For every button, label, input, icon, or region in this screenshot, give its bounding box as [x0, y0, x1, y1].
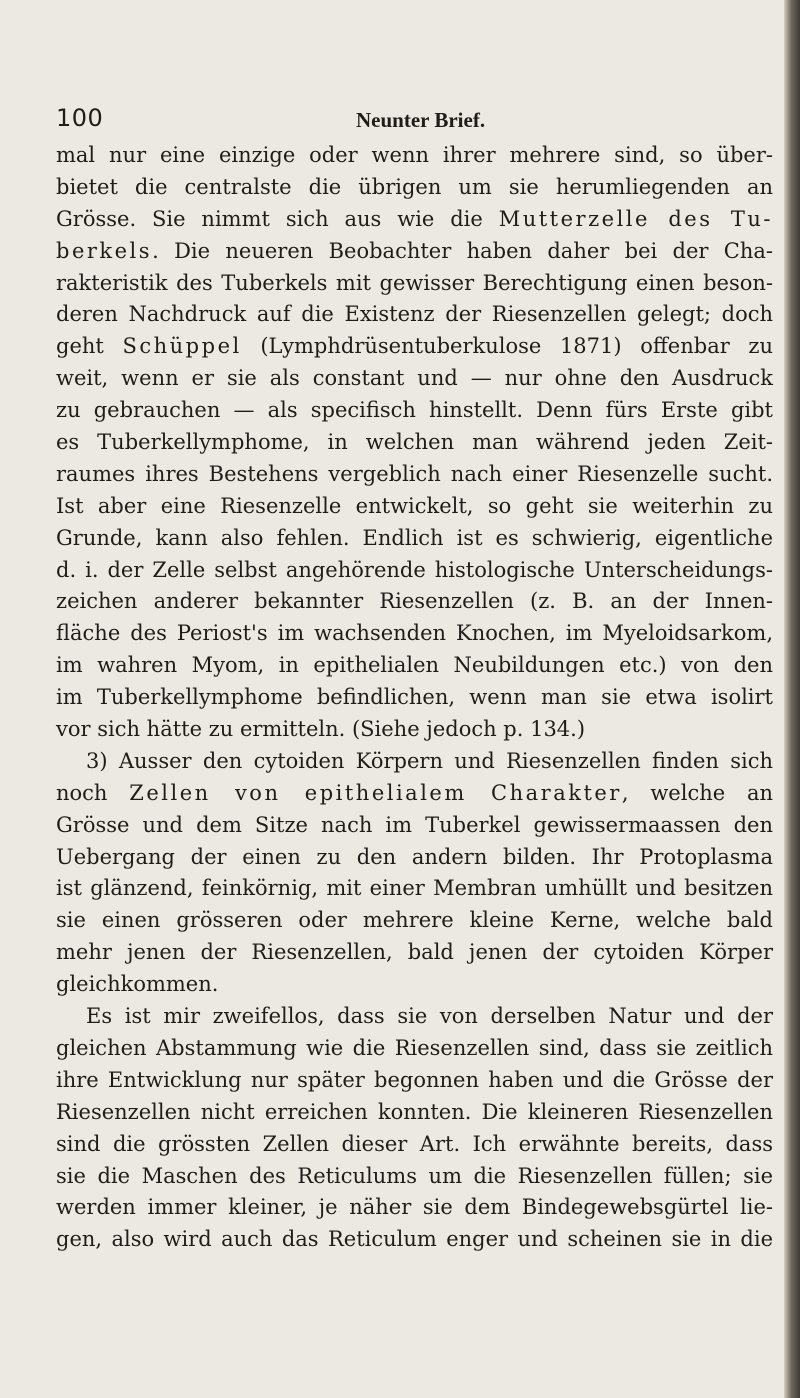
line-text: ist glänzend, feinkörnig, mit einer Membran umhüllt und besitzen	[56, 876, 773, 901]
text-line	[56, 363, 773, 395]
line-text: gleichkommen.	[56, 972, 219, 997]
line-text: raumes ihres Bestehens vergeblich nach einer Riesenzelle sucht.	[56, 461, 773, 486]
text-line	[56, 586, 773, 618]
text-line	[56, 299, 773, 331]
line-text: Uebergang der einen zu den andern bilden. Ihr Protoplasma	[56, 844, 773, 869]
line-text: weit, wenn er sie als constant und — nur ohne den Ausdruck	[56, 366, 773, 391]
text-line	[56, 905, 773, 937]
spaced-emphasis: berkels	[56, 238, 153, 263]
line-text: sie einen grösseren oder mehrere kleine Kerne, welche bald	[56, 908, 773, 933]
line-text: im Tuberkellymphome befindlichen, wenn man sie etwa isolirt	[56, 685, 773, 710]
text-line	[56, 1001, 773, 1033]
line-text: gleichen Abstammung wie die Riesenzellen sind, dass sie zeitlich	[56, 1035, 773, 1060]
text-line	[56, 204, 773, 236]
text-line	[56, 395, 773, 427]
page-number: 100	[56, 104, 104, 132]
text-line	[56, 650, 773, 682]
text-line	[56, 1065, 773, 1097]
text-line	[56, 523, 773, 555]
text-line	[56, 969, 773, 1001]
text-line	[56, 236, 773, 268]
line-text: geht	[56, 334, 123, 359]
text-line	[56, 618, 773, 650]
line-text: bietet die centralste die übrigen um sie herumliegenden an	[56, 174, 773, 199]
text-line	[56, 682, 773, 714]
line-text: sind die grössten Zellen dieser Art. Ich erwähnte bereits, dass	[56, 1131, 773, 1156]
text-line	[56, 873, 773, 905]
text-line	[56, 778, 773, 810]
text-line	[56, 172, 773, 204]
text-line	[56, 746, 773, 778]
line-text: . Die neueren Beobachter haben daher bei der Cha-	[152, 238, 773, 263]
line-text: vor sich hätte zu ermitteln. (Siehe jedoch p. 134.)	[56, 717, 586, 742]
text-line	[56, 555, 773, 587]
line-text: Grösse. Sie nimmt sich aus wie die	[56, 206, 499, 231]
line-text: mehr jenen der Riesenzellen, bald jenen der cytoiden Körper	[56, 940, 773, 965]
page-header	[0, 100, 800, 140]
page-edge-shadow	[784, 0, 800, 1398]
text-line	[56, 1097, 773, 1129]
line-text: ihre Entwicklung nur später begonnen haben und die Grösse der	[56, 1067, 773, 1092]
line-text: sie die Maschen des Reticulums um die Riesenzellen füllen; sie	[56, 1163, 773, 1188]
text-line	[56, 1192, 773, 1224]
line-text: d. i. der Zelle selbst angehörende histologische Unterscheidungs-	[56, 557, 773, 582]
text-line	[56, 1161, 773, 1193]
line-text: Grunde, kann also fehlen. Endlich ist es schwierig, eigentliche	[56, 525, 773, 550]
spaced-emphasis: Mutterzelle des Tu-	[498, 206, 774, 231]
running-head: Neunter Brief.	[356, 108, 486, 132]
line-text: Ist aber eine Riesenzelle entwickelt, so geht sie weiterhin zu	[56, 493, 773, 518]
text-line	[56, 459, 773, 491]
spaced-emphasis: Schüppel	[122, 334, 242, 359]
line-text: Riesenzellen nicht erreichen konnten. Die kleineren Riesenzellen	[56, 1099, 773, 1124]
line-text: noch	[56, 780, 130, 805]
line-text: Es ist mir zweifellos, dass sie von derselben Natur und der	[86, 1004, 773, 1029]
line-text: fläche des Periost's im wachsenden Knochen, im Myeloidsarkom,	[56, 621, 773, 646]
text-line	[56, 810, 773, 842]
text-line	[56, 140, 773, 172]
text-line	[56, 1129, 773, 1161]
line-text: rakteristik des Tuberkels mit gewisser Berechtigung einen beson-	[56, 270, 773, 295]
text-line	[56, 1033, 773, 1065]
line-text: mal nur eine einzige oder wenn ihrer mehrere sind, so über-	[56, 143, 773, 167]
line-text: werden immer kleiner, je näher sie dem Bindegewebsgürtel lie-	[56, 1195, 773, 1220]
line-text: , welche an	[621, 780, 773, 805]
text-line	[56, 268, 773, 300]
line-text: zeichen anderer bekannter Riesenzellen (z. B. an der Innen-	[56, 589, 773, 614]
spaced-emphasis: Zellen von epithelialem Charakter	[129, 780, 622, 805]
line-text: im wahren Myom, in epithelialen Neubildungen etc.) von den	[56, 653, 773, 678]
line-text: es Tuberkellymphome, in welchen man während jeden Zeit-	[56, 430, 773, 455]
text-line	[56, 937, 773, 969]
text-line	[56, 331, 773, 363]
text-line	[56, 1224, 773, 1256]
text-line	[56, 714, 773, 746]
text-line	[56, 491, 773, 523]
line-text: Grösse und dem Sitze nach im Tuberkel gewissermaassen den	[56, 812, 773, 837]
line-text: zu gebrauchen — als specifisch hinstellt. Denn fürs Erste gibt	[56, 398, 773, 423]
line-text: (Lymphdrüsentuberkulose 1871) offenbar zu	[241, 334, 773, 359]
body-text	[56, 140, 773, 1256]
line-text: 3) Ausser den cytoiden Körpern und Riesenzellen finden sich	[86, 748, 773, 773]
line-text: gen, also wird auch das Reticulum enger und scheinen sie in die	[56, 1227, 773, 1252]
line-text: deren Nachdruck auf die Existenz der Riesenzellen gelegt; doch	[56, 302, 773, 327]
text-line	[56, 842, 773, 874]
text-line	[56, 427, 773, 459]
